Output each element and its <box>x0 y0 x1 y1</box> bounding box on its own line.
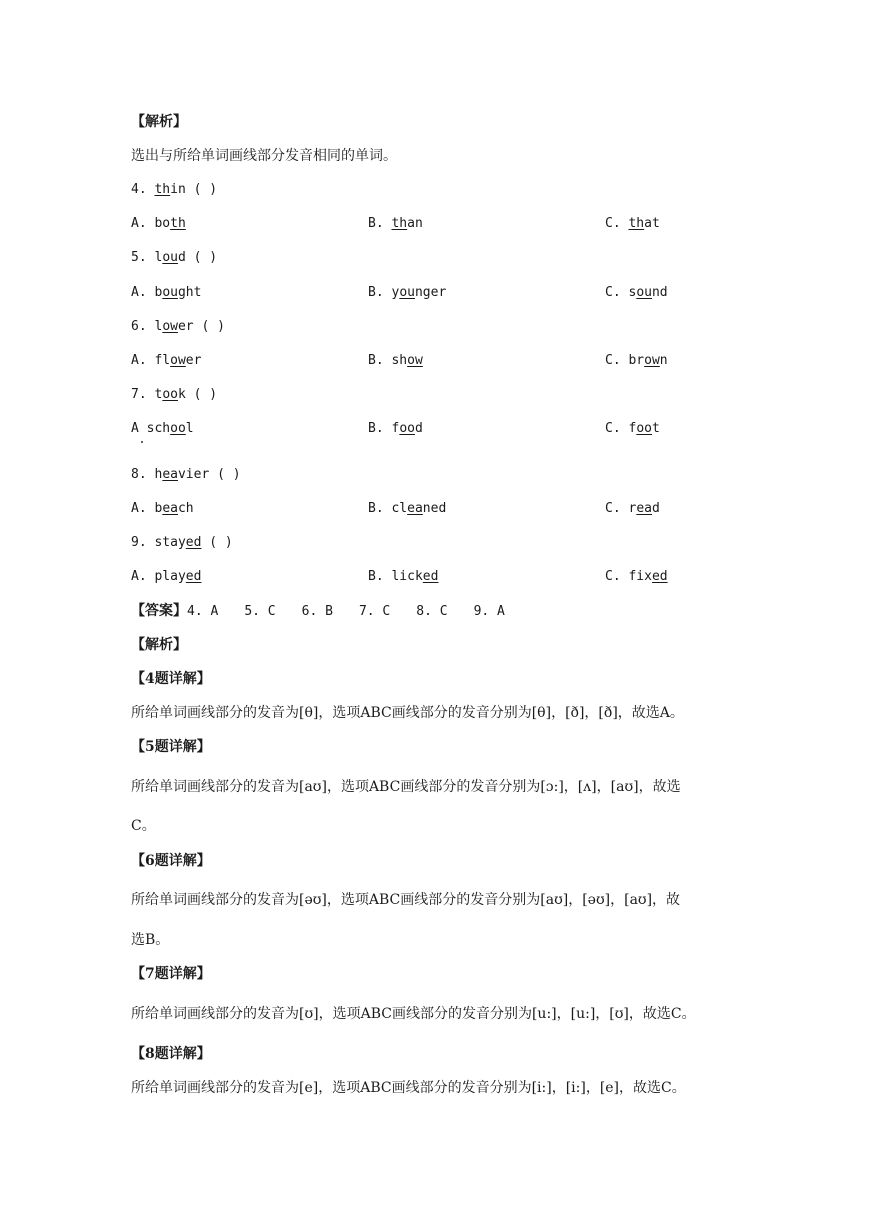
detail-title-8: 【8题详解】 <box>131 1046 211 1062</box>
answer-item: 9. A <box>473 604 505 619</box>
option-9b: B. licked <box>368 569 439 584</box>
answer-line <box>131 601 505 622</box>
option-4c: C. that <box>605 216 660 231</box>
option-6a: A. flower <box>131 353 202 368</box>
question-7: 7. took ( ) <box>131 387 218 402</box>
question-8: 8. heavier ( ) <box>131 467 241 482</box>
answer-item: 8. C <box>416 604 448 619</box>
answer-item: 5. C <box>244 604 276 619</box>
detail-text-4: 所给单词画线部分的发音为[θ]，选项ABC画线部分的发音分别为[θ]，[ð]，[ð]，故选A。 <box>131 705 684 721</box>
option-5b: B. younger <box>368 285 447 300</box>
option-5a: A. bought <box>131 285 202 300</box>
detail-title-5: 【5题详解】 <box>131 739 211 755</box>
option-4b: B. than <box>368 216 423 231</box>
option-6c: C. brown <box>605 353 668 368</box>
option-7b: B. food <box>368 421 423 436</box>
question-9: 9. stayed ( ) <box>131 535 233 550</box>
analysis-heading: 【解析】 <box>131 637 187 653</box>
option-7c: C. foot <box>605 421 660 436</box>
option-8c: C. read <box>605 501 660 516</box>
detail-text-7: 所给单词画线部分的发音为[ʊ]，选项ABC画线部分的发音分别为[u:]，[u:]，[ʊ]，故选C。 <box>131 1006 696 1022</box>
option-8a: A. beach <box>131 501 194 516</box>
question-6: 6. lower ( ) <box>131 319 225 334</box>
option-5c: C. sound <box>605 285 668 300</box>
answer-item: 7. C <box>358 604 391 619</box>
stray-dot <box>141 441 143 443</box>
option-9a: A. played <box>131 569 202 584</box>
answer-item: 4. A <box>187 604 219 619</box>
detail-title-7: 【7题详解】 <box>131 966 211 982</box>
option-6b: B. show <box>368 353 423 368</box>
detail-text-6-cont: 选B。 <box>131 932 170 948</box>
question-4: 4. thin ( ) <box>131 182 218 197</box>
answer-item: 6. B <box>301 604 333 619</box>
detail-text-5: 所给单词画线部分的发音为[aʊ]，选项ABC画线部分的发音分别为[ɔ:]，[ʌ]，[aʊ]，故选 <box>131 779 681 795</box>
detail-text-6: 所给单词画线部分的发音为[əʊ]，选项ABC画线部分的发音分别为[aʊ]，[əʊ]，[aʊ]，故 <box>131 892 681 908</box>
option-9c: C. fixed <box>605 569 668 584</box>
option-4a: A. both <box>131 216 186 231</box>
option-7a: A school <box>131 421 194 436</box>
option-8b: B. cleaned <box>368 501 447 516</box>
instruction-text: 选出与所给单词画线部分发音相同的单词。 <box>131 148 397 164</box>
detail-text-8: 所给单词画线部分的发音为[e]，选项ABC画线部分的发音分别为[i:]，[i:]，[e]，故选C。 <box>131 1080 686 1096</box>
detail-text-5-cont: C。 <box>131 818 156 834</box>
analysis-heading: 【解析】 <box>131 114 187 130</box>
detail-title-6: 【6题详解】 <box>131 853 211 869</box>
answer-label: 【答案】 <box>131 603 187 619</box>
detail-title-4: 【4题详解】 <box>131 671 211 687</box>
question-5: 5. loud ( ) <box>131 250 218 265</box>
